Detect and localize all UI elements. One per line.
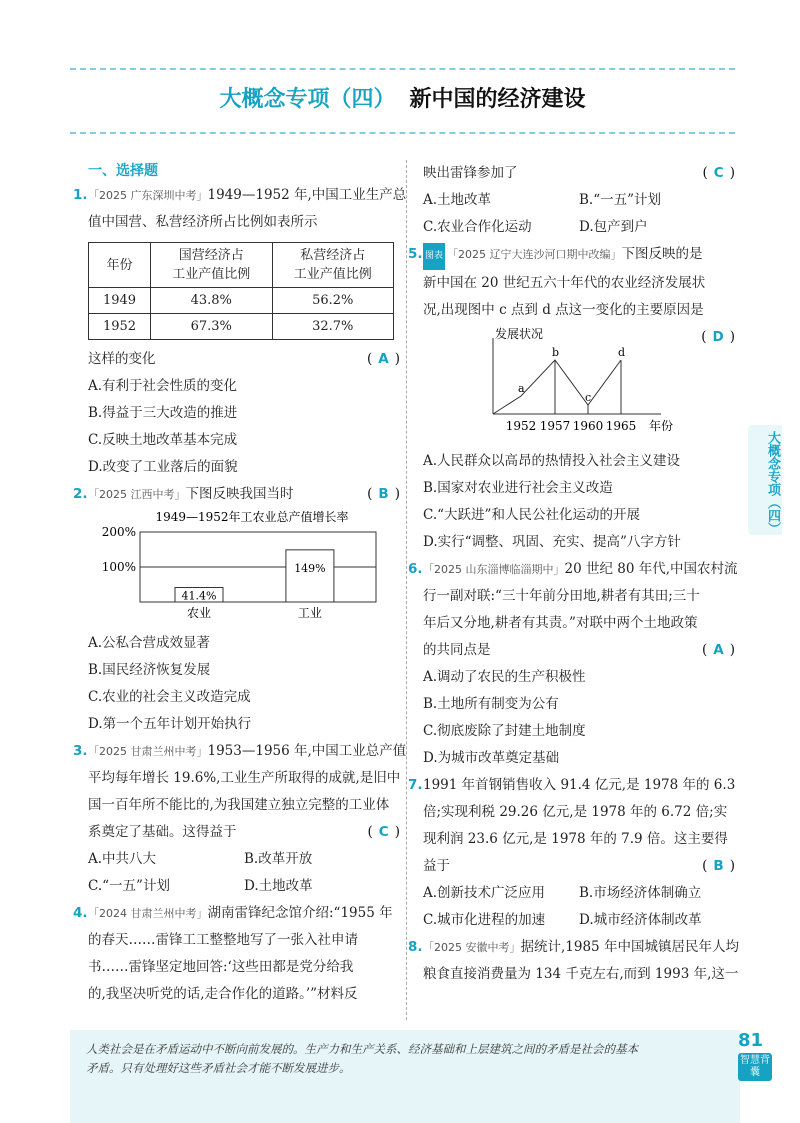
q6-line-2: 行一副对联:“三十年前分田地,耕者有其田;三十 bbox=[423, 588, 700, 604]
q6-number: 6. bbox=[408, 561, 423, 577]
q2-source: 「2025 江西中考」 bbox=[88, 488, 186, 501]
wisdom-badge: 智慧背囊 bbox=[738, 1053, 772, 1081]
q7-option-c: C.城市化进程的加速 bbox=[423, 912, 546, 928]
table-cell: 43.8% bbox=[151, 288, 273, 314]
page-number: 81 bbox=[738, 1030, 764, 1051]
q3-option-a: A.中共八大 bbox=[88, 851, 157, 867]
q3-number: 3. bbox=[73, 743, 88, 759]
q5-line-2: 新中国在 20 世纪五六十年代的农业经济发展状 bbox=[423, 275, 706, 291]
q7-option-a: A.创新技术广泛应用 bbox=[423, 885, 546, 901]
q5-option-b: B.国家对农业进行社会主义改造 bbox=[423, 480, 613, 496]
q5-option-c: C.“大跃进”和人民公社化运动的开展 bbox=[423, 507, 640, 523]
q3-answer: ( C ) bbox=[367, 824, 400, 840]
footer-note-box bbox=[70, 1030, 740, 1123]
q4-line-2: 的春天……雷锋工工整整地写了一张入社申请 bbox=[88, 932, 358, 948]
q8-line-2: 粮食直接消费量为 134 千克左右,而到 1993 年,这一 bbox=[423, 966, 739, 982]
q4-line-5-row bbox=[423, 160, 735, 187]
q2-bar-chart bbox=[88, 508, 400, 626]
q5-source: 「2025 辽宁大连沙河口期中改编」 bbox=[447, 248, 622, 261]
q3-line-3: 国一百年所不能比的,为我国建立独立完整的工业体 bbox=[88, 797, 390, 813]
q5-stem-line bbox=[408, 241, 735, 270]
q7-option-b: B.市场经济体制确立 bbox=[579, 885, 702, 901]
q3-options-row-1 bbox=[88, 846, 400, 873]
q3-option-b: B.改革开放 bbox=[244, 851, 313, 867]
q6-line-1: 20 世纪 80 年代,中国农村流 bbox=[564, 561, 738, 577]
q6-line-4-row bbox=[423, 637, 735, 664]
table-header-year: 年份 bbox=[89, 243, 151, 288]
y-tick-label: 100% bbox=[101, 560, 136, 574]
q7-line-1: 1991 年首钢销售收入 91.4 亿元,是 1978 年的 6.3 bbox=[423, 777, 736, 793]
trend-line bbox=[493, 360, 621, 414]
q4-source: 「2024 甘肃兰州中考」 bbox=[88, 907, 208, 920]
q7-line-4-row bbox=[423, 853, 735, 880]
q1-stem-3 bbox=[88, 346, 400, 373]
q6-option-a: A.调动了农民的生产积极性 bbox=[423, 669, 586, 685]
q8-line-1: 据统计,1985 年中国城镇居民年人均 bbox=[520, 939, 739, 955]
page-title bbox=[70, 82, 735, 113]
x-axis-label: 年份 bbox=[649, 419, 674, 433]
table-cell: 67.3% bbox=[151, 314, 273, 340]
table-cell: 1949 bbox=[89, 288, 151, 314]
x-tick-label: 1965 bbox=[605, 419, 637, 433]
q6-answer: ( A ) bbox=[701, 642, 735, 658]
q1-answer-letter: A bbox=[378, 351, 389, 367]
q3-line-1: 1953—1956 年,中国工业总产值 bbox=[207, 743, 407, 759]
q3-line-4: 系奠定了基础。这得益于 bbox=[88, 824, 237, 840]
table-cell: 32.7% bbox=[272, 314, 394, 340]
q1-option-a: A.有利于社会性质的变化 bbox=[88, 378, 238, 394]
q3-option-c: C.“一五”计划 bbox=[88, 878, 170, 894]
side-chapter-tab: 大概念专项（四） bbox=[748, 425, 782, 535]
x-tick-label: 1957 bbox=[539, 419, 571, 433]
q1-option-c: C.反映土地改革基本完成 bbox=[88, 432, 238, 448]
table-row bbox=[89, 288, 394, 314]
q6-option-d: D.为城市改革奠定基础 bbox=[423, 750, 560, 766]
q7-line-3: 现利润 23.6 亿元,是 1978 年的 7.9 倍。这主要得 bbox=[423, 831, 728, 847]
q5-number: 5. bbox=[408, 246, 423, 262]
header-top-rule bbox=[70, 68, 735, 70]
q6-source: 「2025 山东淄博临淄期中」 bbox=[423, 563, 565, 576]
q4-option-c: C.农业合作化运动 bbox=[423, 219, 532, 235]
q1-answer: ( A ) bbox=[366, 351, 400, 367]
q4-options-row-2 bbox=[423, 214, 735, 241]
q4-option-a: A.土地改革 bbox=[423, 192, 492, 208]
table-cell: 1952 bbox=[89, 314, 151, 340]
q2-option-b: B.国民经济恢复发展 bbox=[88, 662, 211, 678]
q2-number: 2. bbox=[73, 486, 88, 502]
q2-answer-letter: B bbox=[378, 486, 389, 502]
q7-number: 7. bbox=[408, 777, 423, 793]
q4-answer-letter: C bbox=[713, 165, 724, 181]
x-category-label: 工业 bbox=[297, 606, 322, 620]
q1-stem-3-text: 这样的变化 bbox=[88, 351, 156, 367]
page-header bbox=[70, 68, 735, 134]
q5-line-3: 况,出现图中 c 点到 d 点这一变化的主要原因是 bbox=[423, 302, 704, 318]
q1-number: 1. bbox=[73, 187, 88, 203]
point-label: c bbox=[585, 391, 592, 404]
q6-stem-line bbox=[408, 556, 738, 583]
section-heading: 一、选择题 bbox=[88, 163, 158, 179]
q2-option-d: D.第一个五年计划开始执行 bbox=[88, 716, 252, 732]
bar-value-label: 41.4% bbox=[181, 589, 217, 603]
x-category-label: 农业 bbox=[186, 606, 212, 620]
q4-option-d: D.包产到户 bbox=[579, 219, 648, 235]
bar-chart-title: 1949—1952年工农业总产值增长率 bbox=[155, 510, 349, 524]
q5-line-1: 下图反映的是 bbox=[621, 246, 703, 262]
q4-line-4: 的,我坚决听党的话,走合作化的道路。’”材料反 bbox=[88, 986, 358, 1002]
q7-answer-letter: B bbox=[713, 858, 724, 874]
q4-answer: ( C ) bbox=[702, 165, 735, 181]
q7-options-row-2 bbox=[423, 907, 735, 934]
q1-stem-line bbox=[73, 182, 407, 209]
q5-line-chart bbox=[423, 324, 735, 444]
q5-answer-letter: D bbox=[712, 329, 724, 345]
point-label: d bbox=[618, 346, 626, 359]
q3-stem-line bbox=[73, 738, 407, 765]
header-bottom-rule bbox=[70, 132, 735, 134]
q1-stem-1: 1949—1952 年,中国工业生产总 bbox=[207, 187, 407, 203]
q7-line-2: 倍;实现利税 29.26 亿元,是 1978 年的 6.72 倍;实 bbox=[423, 804, 728, 820]
q5-tag: 图表 bbox=[423, 243, 445, 270]
q2-option-a: A.公私合营成效显著 bbox=[88, 635, 211, 651]
q4-option-b: B.“一五”计划 bbox=[579, 192, 662, 208]
q7-options-row-1 bbox=[423, 880, 735, 907]
bar-1 bbox=[286, 550, 334, 602]
q8-stem-line bbox=[408, 934, 739, 961]
q3-options-row-2 bbox=[88, 873, 400, 900]
q6-answer-letter: A bbox=[713, 642, 724, 658]
q5-option-d: D.实行“调整、巩固、充实、提高”八字方针 bbox=[423, 534, 681, 550]
q4-line-1: 湖南雷锋纪念馆介绍:“1955 年 bbox=[207, 905, 393, 921]
header-state-line1: 国营经济占 bbox=[178, 248, 244, 263]
y-tick-label: 200% bbox=[101, 525, 136, 539]
q1-stem-2: 值中国营、私营经济所占比例如表所示 bbox=[88, 214, 318, 230]
q6-line-4: 的共同点是 bbox=[423, 642, 491, 658]
x-tick-label: 1960 bbox=[572, 419, 604, 433]
q4-options-row-1 bbox=[423, 187, 735, 214]
q6-option-b: B.土地所有制变为公有 bbox=[423, 696, 559, 712]
q4-line-5: 映出雷锋参加了 bbox=[423, 165, 518, 181]
header-private-line1: 私营经济占 bbox=[300, 248, 366, 263]
q8-number: 8. bbox=[408, 939, 423, 955]
q5-option-a: A.人民群众以高昂的热情投入社会主义建设 bbox=[423, 453, 681, 469]
q2-option-c: C.农业的社会主义改造完成 bbox=[88, 689, 251, 705]
bar-value-label: 149% bbox=[294, 561, 326, 575]
q2-stem: 下图反映我国当时 bbox=[185, 486, 294, 502]
title-sub: 新中国的经济建设 bbox=[409, 87, 586, 112]
table-row bbox=[89, 314, 394, 340]
header-private-line2: 工业产值比例 bbox=[293, 267, 372, 282]
q2-answer: ( B ) bbox=[367, 486, 400, 502]
q6-line-3: 年后又分地,耕者有其责。”对联中两个土地政策 bbox=[423, 615, 698, 631]
q4-stem-line bbox=[73, 900, 400, 927]
q3-line-2: 平均每年增长 19.6%,工业生产所取得的成就,是旧中 bbox=[88, 770, 401, 786]
q2-stem-line bbox=[73, 481, 400, 508]
column-divider bbox=[406, 160, 407, 1020]
x-tick-label: 1952 bbox=[505, 419, 537, 433]
q4-line-3: 书……雷锋坚定地回答:‘这些田都是党分给我 bbox=[88, 959, 354, 975]
q7-stem-line bbox=[408, 772, 736, 799]
q3-source: 「2025 甘肃兰州中考」 bbox=[88, 745, 208, 758]
q3-line-4-row bbox=[88, 819, 400, 846]
q8-source: 「2025 安徽中考」 bbox=[423, 941, 521, 954]
q1-table bbox=[88, 242, 394, 340]
q1-option-b: B.得益于三大改造的推进 bbox=[88, 405, 238, 421]
q1-option-d: D.改变了工业落后的面貌 bbox=[88, 459, 238, 475]
table-header-row bbox=[89, 243, 394, 288]
point-label: b bbox=[552, 346, 560, 359]
left-column bbox=[73, 160, 407, 1008]
title-main: 大概念专项（四） bbox=[219, 87, 396, 112]
q5-answer: ( D ) bbox=[701, 329, 735, 345]
y-axis-label: 发展状况 bbox=[495, 327, 544, 341]
q7-line-4: 益于 bbox=[423, 858, 450, 874]
header-state-line2: 工业产值比例 bbox=[172, 267, 251, 282]
point-label: a bbox=[518, 382, 525, 395]
footer-note-text: 人类社会是在矛盾运动中不断向前发展的。生产力和生产关系、经济基础和上层建筑之间的矛盾是社会的基本矛盾。只有处理好这些矛盾社会才能不断发展进步。 bbox=[86, 1042, 638, 1075]
q3-answer-letter: C bbox=[378, 824, 389, 840]
q7-answer: ( B ) bbox=[702, 858, 735, 874]
q3-option-d: D.土地改革 bbox=[244, 878, 313, 894]
q6-option-c: C.彻底废除了封建土地制度 bbox=[423, 723, 586, 739]
q4-number: 4. bbox=[73, 905, 88, 921]
q7-option-d: D.城市经济体制改革 bbox=[579, 912, 702, 928]
table-cell: 56.2% bbox=[272, 288, 394, 314]
table-header-state bbox=[151, 243, 273, 288]
right-column bbox=[408, 160, 739, 988]
q1-source: 「2025 广东深圳中考」 bbox=[88, 189, 208, 202]
table-header-private bbox=[272, 243, 394, 288]
